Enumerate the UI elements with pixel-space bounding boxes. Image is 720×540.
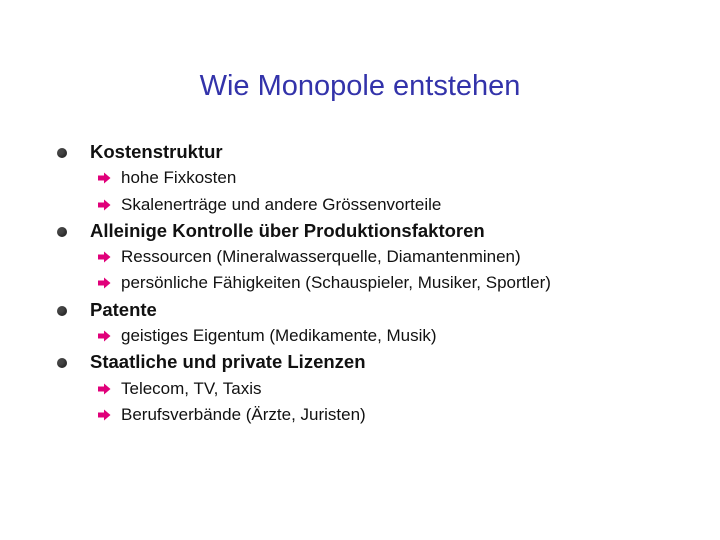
sub-list-item-label: Telecom, TV, Taxis xyxy=(121,378,262,398)
sub-list-item xyxy=(0,270,720,296)
sub-list-item-label: Skalenerträge und andere Grössenvorteile xyxy=(121,194,442,214)
bullet-list xyxy=(0,139,720,428)
round-bullet-icon xyxy=(57,306,67,316)
arrow-right-icon xyxy=(97,251,111,263)
list-item xyxy=(0,297,720,323)
sub-list-item xyxy=(0,244,720,270)
sub-list-item-label: hohe Fixkosten xyxy=(121,168,237,188)
arrow-right-icon xyxy=(97,277,111,289)
sub-list-item-label: geistiges Eigentum (Medikamente, Musik) xyxy=(121,326,437,346)
list-item xyxy=(0,218,720,244)
arrow-right-icon xyxy=(97,199,111,211)
round-bullet-icon xyxy=(57,148,67,158)
slide-title: Wie Monopole entstehen xyxy=(199,70,521,102)
sub-list-item-label: Ressourcen (Mineralwasserquelle, Diamantenminen) xyxy=(121,247,521,267)
list-item xyxy=(0,349,720,375)
round-bullet-icon xyxy=(57,358,67,368)
sub-list-item xyxy=(0,376,720,402)
sub-list-item-label: persönliche Fähigkeiten (Schauspieler, Musiker, Sportler) xyxy=(121,273,551,293)
round-bullet-icon xyxy=(57,227,67,237)
list-item-label: Kostenstruktur xyxy=(90,141,223,162)
arrow-right-icon xyxy=(97,172,111,184)
sub-list-item xyxy=(0,402,720,428)
sub-list-item xyxy=(0,192,720,218)
arrow-right-icon xyxy=(97,330,111,342)
arrow-right-icon xyxy=(97,409,111,421)
arrow-right-icon xyxy=(97,383,111,395)
list-item-label: Alleinige Kontrolle über Produktionsfaktoren xyxy=(90,219,485,241)
list-item-label: Patente xyxy=(90,298,157,320)
list-item xyxy=(0,139,720,165)
sub-list-item-label: Berufsverbände (Ärzte, Juristen) xyxy=(121,404,366,424)
list-item-label: Staatliche und private Lizenzen xyxy=(90,351,366,373)
sub-list-item xyxy=(0,165,720,191)
sub-list-item xyxy=(0,323,720,349)
